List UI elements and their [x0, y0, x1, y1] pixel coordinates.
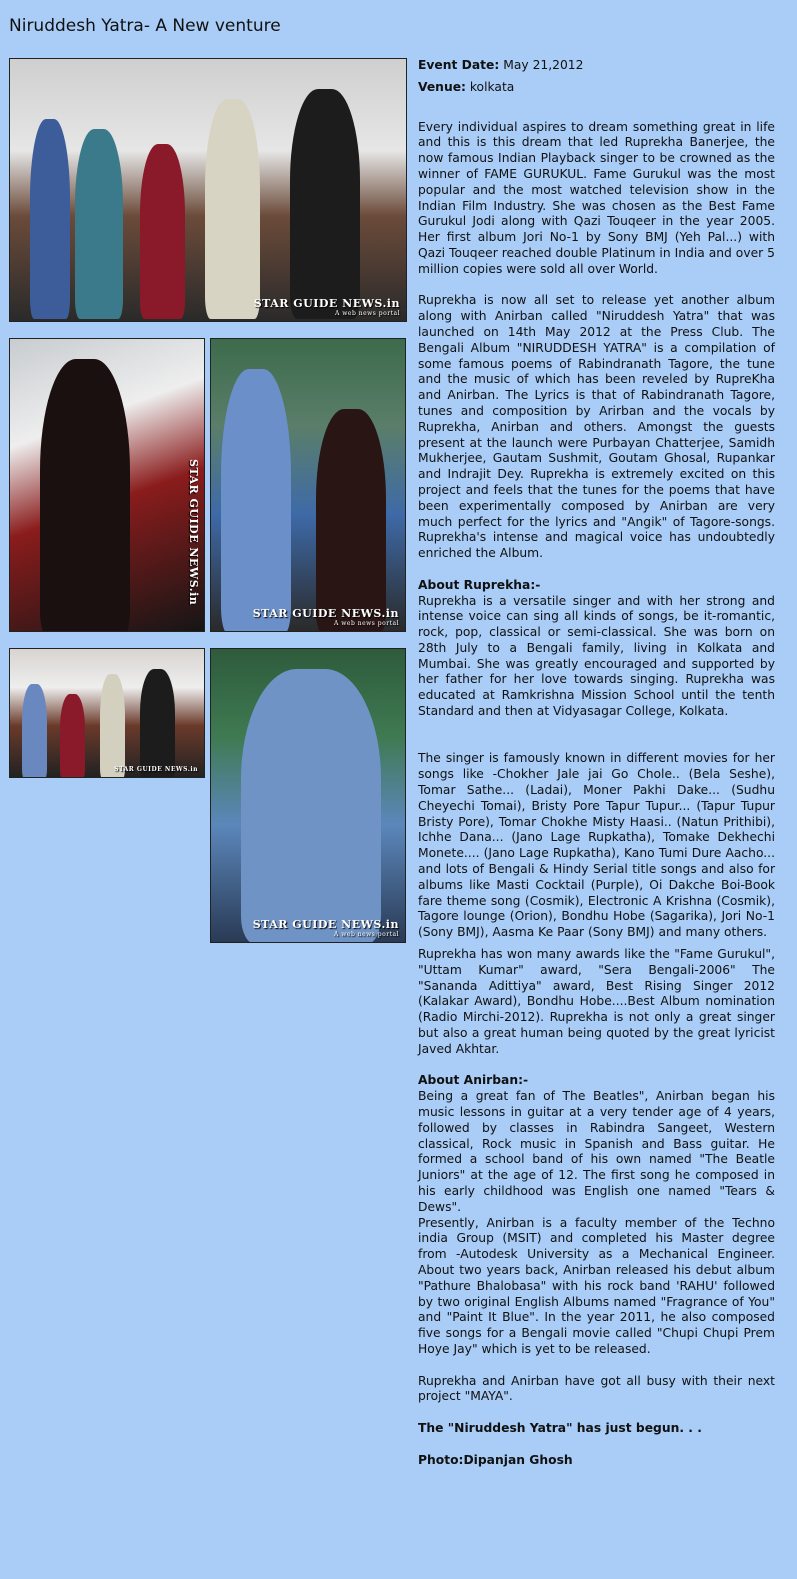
- photo-anirban: [210, 648, 406, 943]
- page-title: Niruddesh Yatra- A New venture: [9, 16, 281, 36]
- paragraph-next-project: Ruprekha and Anirban have got all busy with their next project "MAYA".: [418, 1373, 775, 1404]
- watermark: STAR GUIDE NEWS.in A web news portal: [252, 607, 399, 627]
- paragraph-ruprekha-bio: Ruprekha is a versatile singer and with her strong and intense voice can sing all kinds of songs, be it-romantic, rock, pop, classical or semi-classical. She was born on 28th July to a Bengali family, living in Kolkata and Mumbai. She was greatly encouraged and supported by her father for her love towards singing. Ruprekha was educated at Ramkrishna Mission School until the tenth Standard and then at Vidyasagar College, Kolkata.: [418, 593, 775, 719]
- heading-about-ruprekha: About Ruprekha:-: [418, 577, 541, 592]
- photo-ruprekha: [9, 338, 205, 632]
- paragraph-anirban-present: Presently, Anirban is a faculty member of the Techno india Group (MSIT) and completed his Master degree from -Autodesk University as a Mechanical Engineer. About two years back, Anirban released his debut album "Pathure Bhalobasa" with his rock band 'RAHU' followed by two original English Albums named "Fragrance of You" and "Paint It Blue". In the year 2011, he also composed five songs for a Bengali movie called "Chupi Chupi Prem Hoye Jay" which is yet to be released.: [418, 1215, 775, 1356]
- heading-about-anirban: About Anirban:-: [418, 1073, 529, 1088]
- paragraph-album: Ruprekha is now all set to release yet another album along with Anirban called "Niruddesh Yatra" that was launched on 14th May 2012 at the Press Club. The Bengali Album "NIRUDDESH YATRA" is a compilation of some famous poems of Rabindranath Tagore, the tune and the music of which has been reveled by RupreKha and Anirban. The Lyrics is that of Rabindranath Tagore, tunes and composition by Arirban and the vocals by Ruprekha, Anirban and others. Amongst the guests present at the launch were Purbayan Chatterjee, Samidh Mukherjee, Gautam Sushmit, Goutam Ghosal, Rupankar and Indrajit Dey. Ruprekha is extremely excited on this project and feels that the tunes for the poems that have been experimentally composed by Anirban are very much perfect for the lyrics and "Angik" of Tagore-songs. Ruprekha's intense and magical voice has undoubtedly enriched the Album.: [418, 293, 775, 561]
- paragraph-ruprekha-awards: Ruprekha has won many awards like the "Fame Gurukul", "Uttam Kumar" award, "Sera Bengali-2006" The "Sananda Adittiya" award, Best Rising Singer 2012 (Kalakar Award), Bondhu Hobe....Best Album nomination (Radio Mirchi-2012). Ruprekha is not only a great singer but also a great human being quoted by the great lyricist Javed Akhtar.: [418, 947, 775, 1056]
- photo-duo: [210, 338, 406, 632]
- article-body: [418, 58, 775, 1468]
- closing-line: The "Niruddesh Yatra" has just begun. . .: [418, 1420, 702, 1435]
- photo-album-launch-group: [9, 58, 407, 322]
- watermark: STAR GUIDE NEWS.in A web news portal: [252, 918, 399, 938]
- paragraph-intro: Every individual aspires to dream something great in life and this is this dream that led Ruprekha Banerjee, the now famous Indian Playback singer to be crowned as the winner of FAME GURUKUL. Fame Gurukul was the most popular and the most watched television show in the Indian Film Industry. She was chosen as the Best Fame Gurukul Jodi along with Qazi Touqeer in the year 2005. Her first album Jori No-1 by Sony BMJ (Yeh Pal...) with Qazi Touqeer reached double Platinum in India and over 5 million copies were sold all over World.: [418, 119, 775, 276]
- watermark: STAR GUIDE NEWS.in A web news portal: [253, 297, 400, 317]
- watermark: STAR GUIDE NEWS.in: [114, 766, 198, 773]
- watermark: STAR GUIDE NEWS.in: [187, 459, 200, 606]
- photo-launch-small: [9, 648, 205, 778]
- event-date: Event Date: May 21,2012: [418, 58, 584, 72]
- photo-credit: Photo:Dipanjan Ghosh: [418, 1452, 573, 1467]
- paragraph-anirban-early: Being a great fan of The Beatles", Anirban began his music lessons in guitar at a very tender age of 4 years, followed by classes in Rabindra Sangeet, Western classical, Rock music in Spanish and Bass guitar. He formed a school band of his own named "The Beatle Juniors" at the age of 12. The first song he composed in his early childhood was English one named "Tears & Dews".: [418, 1089, 775, 1214]
- venue: Venue: kolkata: [418, 79, 515, 94]
- paragraph-ruprekha-songs: The singer is famously known in different movies for her songs like -Chokher Jale jai Go Chole.. (Bela Seshe), Tomar Sathe... (Ladai), Moner Pakhi Dake... (Sudhu Cheyechi Tomai), Bristy Pore Tapur Tupur... (Tapur Tupur Bristy Pore), Tomar Chokhe Misty Haasi.. (Natun Prithibi), Ichhe Dana... (Jano Lage Rupkatha), Tomake Dekhechi Monete.... (Jano Lage Rupkatha), Kano Tumi Dure Aacho... and lots of Bengali & Hindy Serial title songs and also for albums like Masti Cocktail (Purple), Oi Dakche Boi-Book fare theme song (Cosmik), Electronic A Krishna (Cosmik), Tagore lounge (Orion), Bondhu Hobe (Sagarika), Jori No-1 (Sony BMJ), Aasma Ke Paar (Sony BMJ) and many others.: [418, 751, 775, 940]
